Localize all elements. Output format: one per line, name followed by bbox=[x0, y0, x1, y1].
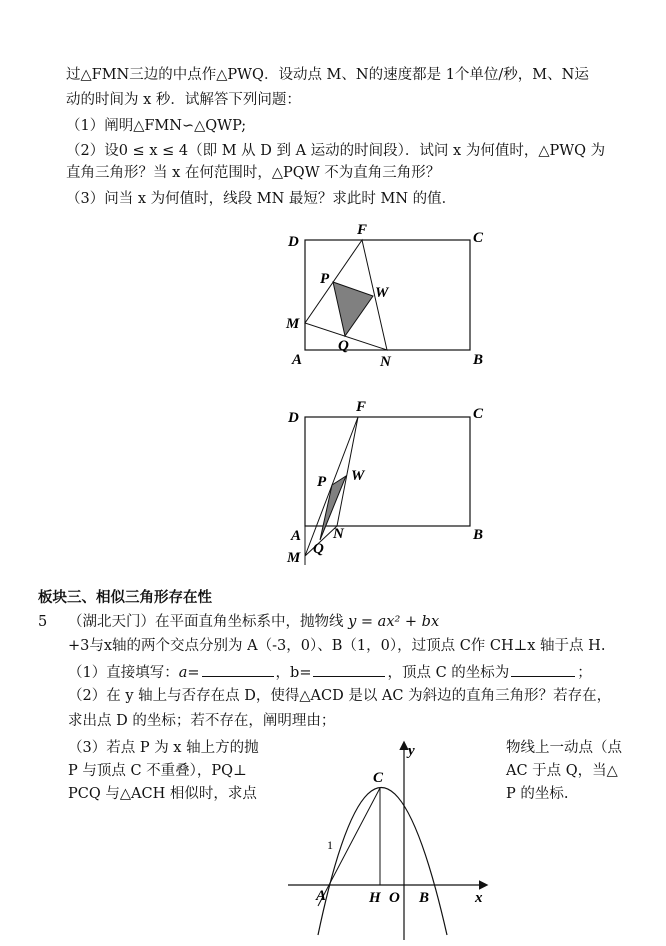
label-A: A bbox=[291, 528, 302, 544]
label-C: C bbox=[373, 770, 384, 786]
axis-x-label: x bbox=[475, 890, 483, 906]
question-3: （3）问当 x 为何值时，线段 MN 最短？求此时 MN 的值． bbox=[66, 191, 457, 207]
q1-prefix: （1）直接填写： bbox=[68, 665, 179, 681]
answer-blank-b[interactable] bbox=[313, 661, 385, 677]
label-F: F bbox=[356, 399, 367, 415]
section-heading: 板块三、相似三角形存在性 bbox=[38, 590, 212, 606]
label-B: B bbox=[473, 352, 484, 368]
question-1: （1）阐明△FMN∽△QWP; bbox=[66, 118, 247, 134]
figure-1-diagram bbox=[280, 215, 500, 375]
problem-q3-right1: 物线上一动点（点 bbox=[506, 740, 622, 756]
problem-q3-right3: P 的坐标. bbox=[506, 786, 569, 802]
label-N: N bbox=[380, 354, 391, 370]
label-M: M bbox=[286, 316, 300, 332]
q1-a-label: a= bbox=[178, 665, 200, 681]
problem-q1 bbox=[68, 661, 592, 683]
problem-number: 5 bbox=[38, 614, 48, 630]
label-A: A bbox=[316, 888, 327, 904]
problem-q3-left3: PCQ 与△ACH 相似时，求点 bbox=[68, 786, 257, 802]
problem-q3-left2: P 与顶点 C 不重叠），PQ⊥ bbox=[68, 763, 247, 779]
parabola-equation: y = ax² + bx bbox=[348, 614, 440, 630]
label-W: W bbox=[351, 468, 365, 484]
label-A: A bbox=[292, 352, 303, 368]
q1-b-label: ，b= bbox=[275, 665, 312, 681]
text-line: 动的时间为 x 秒．试解答下列问题： bbox=[66, 92, 301, 108]
label-P: P bbox=[320, 271, 330, 287]
problem-line2: +3与x轴的两个交点分别为 A（-3，0）、B（1，0），过顶点 C作 CH⊥x 轴于点 H. bbox=[68, 638, 606, 654]
problem-q3-left1: （3）若点 P 为 x 轴上方的抛 bbox=[68, 740, 259, 756]
problem-q2-line1: （2）在 y 轴上与否存在点 D，使得△ACD 是以 AC 为斜边的直角三角形？若存在， bbox=[68, 688, 612, 704]
label-H: H bbox=[369, 890, 381, 906]
label-Q: Q bbox=[338, 338, 349, 354]
axis-y-label: y bbox=[408, 743, 415, 759]
label-D: D bbox=[288, 234, 299, 250]
label-B: B bbox=[473, 527, 484, 543]
problem-line1 bbox=[68, 612, 439, 632]
label-one: 1 bbox=[327, 838, 333, 852]
label-Q: Q bbox=[313, 541, 324, 557]
label-O: O bbox=[389, 890, 400, 906]
figure-2-diagram bbox=[280, 395, 500, 575]
problem-q2-line2: 求出点 D 的坐标；若不存在，阐明理由； bbox=[68, 713, 336, 729]
answer-blank-a[interactable] bbox=[202, 661, 274, 677]
figure-3-parabola bbox=[280, 735, 500, 946]
q1-end: ； bbox=[577, 665, 592, 681]
answer-blank-c[interactable] bbox=[511, 661, 575, 677]
text-line: 过△FMN三边的中点作△PWQ．设动点 M、N的速度都是 1个单位/秒，M、N运 bbox=[66, 67, 589, 83]
label-D: D bbox=[288, 410, 299, 426]
question-2-line1: （2）设0 ≤ x ≤ 4（即 M 从 D 到 A 运动的时间段）．试问 x 为何值时，△PWQ 为 bbox=[66, 143, 606, 159]
label-P: P bbox=[317, 474, 327, 490]
label-W: W bbox=[375, 285, 389, 301]
problem-q3-right2: AC 于点 Q，当△ bbox=[506, 763, 618, 779]
label-C: C bbox=[473, 406, 484, 422]
label-B: B bbox=[419, 890, 430, 906]
label-C: C bbox=[473, 230, 484, 246]
question-2-line2: 直角三角形？当 x 在何范围时，△PQW 不为直角三角形？ bbox=[66, 165, 441, 181]
q1-c-label: ，顶点 C 的坐标为 bbox=[387, 665, 510, 681]
label-N: N bbox=[333, 526, 344, 542]
problem-line1-text: （湖北天门）在平面直角坐标系中，抛物线 bbox=[68, 614, 344, 630]
label-M: M bbox=[287, 550, 301, 566]
label-F: F bbox=[357, 222, 368, 238]
